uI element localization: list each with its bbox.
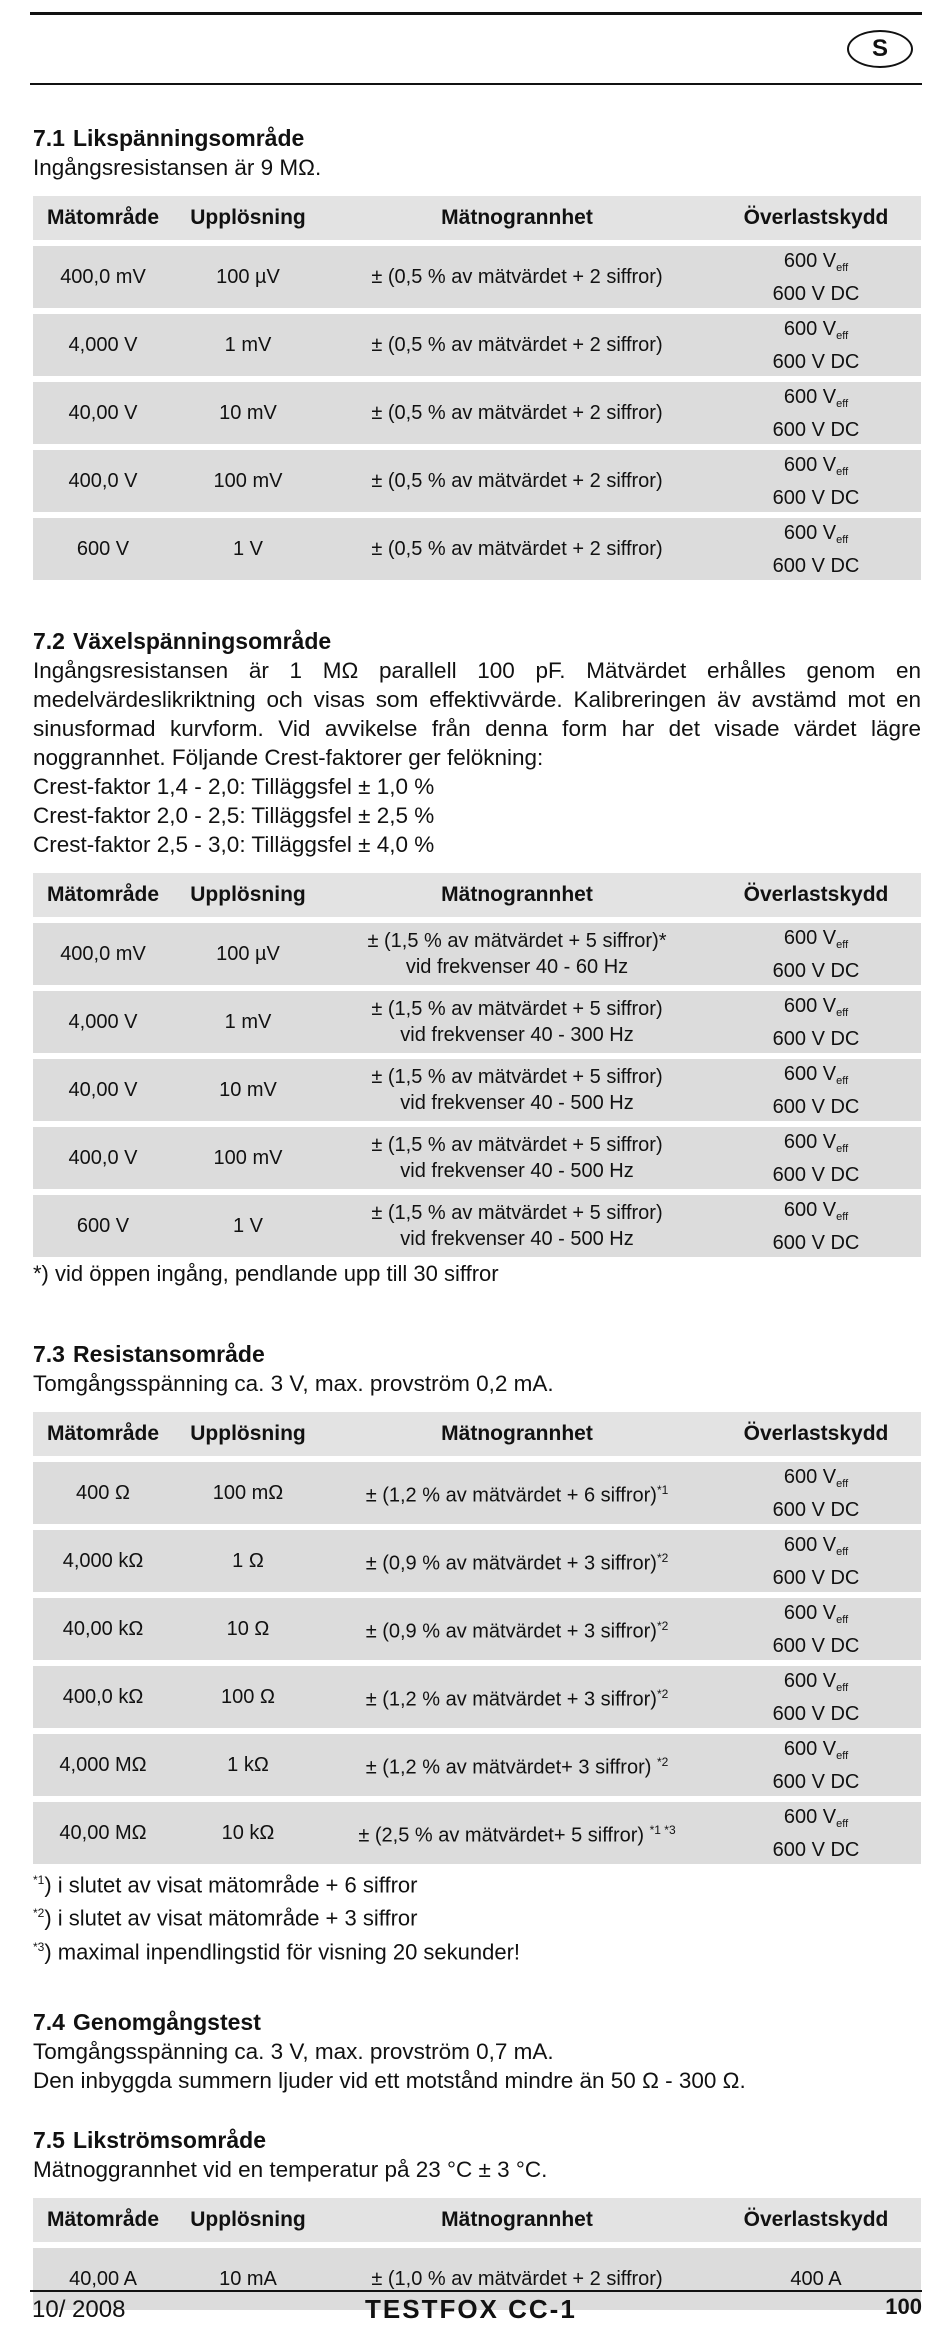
overload-dc: 600 V DC (772, 959, 860, 982)
overload-eff-sub: eff (836, 1210, 849, 1223)
table-row (33, 246, 921, 308)
col-overload: Överlastskydd (711, 2198, 921, 2242)
table-row (33, 450, 921, 512)
overload-eff (711, 1129, 921, 1162)
cell-overload (711, 1802, 921, 1864)
footnote-mark: *3 (33, 1939, 45, 1954)
cell-accuracy (323, 1530, 711, 1592)
overload-eff-value: 600 V (783, 1805, 837, 1828)
overload-eff-sub: eff (836, 329, 849, 342)
cell-range: 4,000 V (33, 991, 173, 1053)
cell-accuracy (323, 1802, 711, 1864)
section-7-1 (33, 124, 921, 586)
accuracy-text: ± (1,2 % av mätvärdet + 6 siffror) (365, 1484, 657, 1507)
accuracy-frequency: vid frekvenser 40 - 500 Hz (400, 1228, 634, 1250)
resistance-table (33, 1406, 921, 1870)
cell-overload (711, 1059, 921, 1121)
section-heading: Likspänningsområde (72, 125, 305, 151)
overload-eff-value: 600 V (783, 249, 837, 272)
cell-accuracy (323, 1059, 711, 1121)
overload-dc: 600 V DC (772, 486, 860, 509)
section-text: Ingångsresistansen är 1 MΩ parallell 100 pF. Mätvärdet erhålles genom en medelvärdeslikriktning och visas som effektivvärde. Kalibreringen äv avstämd mot en sinusformad kurvform. Vid avvikelse från denna form har det visade värdet lägre noggrannhet. Följande Crest-faktorer ger felökning: (33, 658, 921, 770)
section-text: Den inbyggda summern ljuder vid ett motstånd mindre än 50 Ω - 300 Ω. (33, 2068, 746, 2093)
cell-resolution: 100 µV (173, 246, 323, 308)
overload-eff-sub: eff (836, 533, 849, 546)
overload-eff-sub: eff (836, 1074, 849, 1087)
accuracy-footnote-ref: *2 (656, 1619, 669, 1634)
top-rule (30, 12, 922, 15)
overload-dc: 600 V DC (772, 418, 860, 441)
overload-dc: 600 V DC (772, 1566, 860, 1589)
footnote-text: ) maximal inpendlingstid för visning 20 sekunder! (44, 1938, 521, 1964)
accuracy-line: ± (1,5 % av mätvärdet + 5 siffror) (371, 1134, 663, 1156)
accuracy-footnote-ref: *1 *3 (649, 1823, 676, 1838)
cell-resolution: 1 V (173, 518, 323, 580)
section-text: Tomgångsspänning ca. 3 V, max. provström 0,7 mA. (33, 2039, 554, 2064)
section-7-5 (33, 2126, 921, 2316)
overload-dc: 600 V DC (772, 350, 860, 373)
overload-dc: 600 V DC (772, 1095, 860, 1118)
overload-eff-sub: eff (836, 1142, 849, 1155)
cell-resolution: 1 Ω (173, 1530, 323, 1592)
cell-overload (711, 518, 921, 580)
cell-range: 400,0 V (33, 450, 173, 512)
cell-accuracy (323, 518, 711, 580)
section-number: 7.4 (33, 2009, 65, 2035)
section-text: Tomgångsspänning ca. 3 V, max. provström 0,2 mA. (33, 1371, 554, 1396)
accuracy-line: ± (1,5 % av mätvärdet + 5 siffror)* (367, 930, 667, 952)
overload-eff (711, 248, 921, 281)
overload-eff (711, 1532, 921, 1565)
overload-eff-sub: eff (836, 465, 849, 478)
overload-eff-sub: eff (836, 1817, 849, 1830)
cell-overload (711, 1462, 921, 1524)
section-text: Mätnoggrannhet vid en temperatur på 23 °C ± 3 °C. (33, 2157, 548, 2182)
overload-eff-value: 600 V (783, 1198, 837, 1221)
overload-eff (711, 1600, 921, 1633)
overload-eff-value: 600 V (783, 1669, 837, 1692)
overload-eff-sub: eff (836, 1681, 849, 1694)
header-rule (30, 83, 922, 85)
accuracy-text: ± (0,9 % av mätvärdet + 3 siffror) (365, 1620, 657, 1643)
footnote (33, 1933, 921, 1966)
footnote-text: ) i slutet av visat mätområde + 6 siffror (44, 1872, 418, 1898)
overload-eff (711, 1197, 921, 1230)
cell-accuracy (323, 1127, 711, 1189)
overload-eff-value: 600 V (783, 385, 837, 408)
overload-eff-sub: eff (836, 261, 849, 274)
accuracy-frequency: vid frekvenser 40 - 500 Hz (400, 1160, 634, 1182)
cell-resolution: 1 kΩ (173, 1734, 323, 1796)
cell-accuracy (323, 1598, 711, 1660)
accuracy-text: ± (2,5 % av mätvärdet+ 5 siffror) (358, 1824, 650, 1847)
table-header-row (33, 2198, 921, 2242)
footnote-text: ) i slutet av visat mätområde + 3 siffror (44, 1905, 418, 1931)
col-overload: Överlastskydd (711, 196, 921, 240)
overload-eff (711, 316, 921, 349)
section-heading: Växelspänningsområde (72, 628, 332, 654)
table-row (33, 1059, 921, 1121)
cell-range: 400,0 V (33, 1127, 173, 1189)
table-row (33, 1127, 921, 1189)
overload-eff (711, 925, 921, 958)
accuracy-footnote-ref: *2 (656, 1551, 669, 1566)
cell-overload (711, 1195, 921, 1257)
overload-eff (711, 520, 921, 553)
section-title (33, 124, 921, 153)
language-badge: S (847, 30, 913, 68)
cell-overload (711, 1530, 921, 1592)
table-row (33, 1666, 921, 1728)
table-row (33, 1462, 921, 1524)
cell-resolution: 100 µV (173, 923, 323, 985)
cell-accuracy (323, 1666, 711, 1728)
col-resolution: Upplösning (173, 196, 323, 240)
overload-dc: 600 V DC (772, 1702, 860, 1725)
accuracy-line: ± (1,5 % av mätvärdet + 5 siffror) (371, 1202, 663, 1224)
cell-resolution: 100 mV (173, 450, 323, 512)
overload-eff (711, 1061, 921, 1094)
footnotes (33, 1866, 921, 1966)
cell-range: 40,00 kΩ (33, 1598, 173, 1660)
table-row (33, 314, 921, 376)
overload-dc: 600 V DC (772, 1163, 860, 1186)
table-row (33, 923, 921, 985)
overload-eff-value: 600 V (783, 317, 837, 340)
cell-overload (711, 991, 921, 1053)
col-range: Mätområde (33, 1412, 173, 1456)
cell-resolution: 10 Ω (173, 1598, 323, 1660)
overload-eff (711, 452, 921, 485)
section-7-2 (33, 627, 921, 1288)
cell-resolution: 10 mV (173, 382, 323, 444)
section-heading: Likströmsområde (72, 2127, 266, 2153)
table-row (33, 1530, 921, 1592)
accuracy-text: ± (0,5 % av mätvärdet + 2 siffror) (371, 470, 663, 492)
overload-eff-sub: eff (836, 397, 849, 410)
table-row (33, 1802, 921, 1864)
cell-accuracy (323, 991, 711, 1053)
cell-overload (711, 923, 921, 985)
cell-range: 400,0 mV (33, 923, 173, 985)
crest-line: Crest-faktor 1,4 - 2,0: Tilläggsfel ± 1,0 % (33, 774, 435, 799)
footnote-mark: *2 (33, 1906, 45, 1921)
cell-range: 4,000 kΩ (33, 1530, 173, 1592)
cell-resolution: 100 mΩ (173, 1462, 323, 1524)
cell-range: 4,000 V (33, 314, 173, 376)
cell-accuracy (323, 1462, 711, 1524)
accuracy-frequency: vid frekvenser 40 - 300 Hz (400, 1024, 634, 1046)
overload-eff-value: 600 V (783, 1130, 837, 1153)
cell-range: 40,00 V (33, 1059, 173, 1121)
overload-eff-value: 600 V (783, 1601, 837, 1624)
footnote (33, 1899, 921, 1932)
table-row (33, 382, 921, 444)
overload-dc: 600 V DC (772, 282, 860, 305)
cell-accuracy (323, 1195, 711, 1257)
table-row (33, 1195, 921, 1257)
ac-voltage-table (33, 867, 921, 1263)
cell-range: 400,0 mV (33, 246, 173, 308)
table-row (33, 1598, 921, 1660)
cell-range: 600 V (33, 1195, 173, 1257)
overload-dc: 600 V DC (772, 1770, 860, 1793)
overload-eff-sub: eff (836, 1749, 849, 1762)
cell-range: 400 Ω (33, 1462, 173, 1524)
cell-range: 600 V (33, 518, 173, 580)
cell-overload (711, 450, 921, 512)
col-resolution: Upplösning (173, 2198, 323, 2242)
cell-resolution: 10 mA (173, 2248, 323, 2310)
cell-resolution: 100 mV (173, 1127, 323, 1189)
footer-rule (30, 2290, 922, 2292)
col-accuracy: Mätnogrannhet (323, 873, 711, 917)
cell-accuracy (323, 246, 711, 308)
accuracy-text: ± (0,5 % av mätvärdet + 2 siffror) (371, 266, 663, 288)
overload-eff-sub: eff (836, 1006, 849, 1019)
overload-dc: 600 V DC (772, 1027, 860, 1050)
table-header-row (33, 873, 921, 917)
accuracy-text: ± (1,0 % av mätvärdet + 2 siffror) (371, 2268, 663, 2290)
cell-overload (711, 314, 921, 376)
section-title (33, 627, 921, 656)
cell-overload (711, 1734, 921, 1796)
cell-range: 4,000 MΩ (33, 1734, 173, 1796)
overload-eff (711, 1736, 921, 1769)
overload-dc: 600 V DC (772, 1231, 860, 1254)
section-title (33, 1340, 921, 1369)
overload-dc: 600 V DC (772, 554, 860, 577)
table-row (33, 991, 921, 1053)
dc-voltage-table (33, 190, 921, 586)
crest-line: Crest-faktor 2,0 - 2,5: Tilläggsfel ± 2,5 % (33, 803, 435, 828)
overload-eff-value: 600 V (783, 1465, 837, 1488)
accuracy-text: ± (0,5 % av mätvärdet + 2 siffror) (371, 334, 663, 356)
page-number: 100 (885, 2294, 922, 2319)
overload-eff (711, 1668, 921, 1701)
cell-range: 40,00 V (33, 382, 173, 444)
col-range: Mätområde (33, 873, 173, 917)
footer-product: TESTFOX CC-1 (365, 2294, 577, 2324)
col-accuracy: Mätnogrannhet (323, 1412, 711, 1456)
section-heading: Genomgångstest (72, 2009, 261, 2035)
col-accuracy: Mätnogrannhet (323, 196, 711, 240)
section-title (33, 2008, 921, 2037)
col-resolution: Upplösning (173, 1412, 323, 1456)
cell-accuracy (323, 1734, 711, 1796)
overload-dc: 600 V DC (772, 1634, 860, 1657)
col-accuracy: Mätnogrannhet (323, 2198, 711, 2242)
cell-accuracy (323, 382, 711, 444)
accuracy-frequency: vid frekvenser 40 - 500 Hz (400, 1092, 634, 1114)
overload-dc: 600 V DC (772, 1838, 860, 1861)
section-number: 7.1 (33, 125, 65, 151)
overload-eff-value: 600 V (783, 1062, 837, 1085)
accuracy-line: ± (1,5 % av mätvärdet + 5 siffror) (371, 998, 663, 1020)
overload-dc: 600 V DC (772, 1498, 860, 1521)
overload-eff-value: 600 V (783, 994, 837, 1017)
footnote-mark: *1 (33, 1873, 45, 1887)
cell-resolution: 10 kΩ (173, 1802, 323, 1864)
accuracy-text: ± (0,5 % av mätvärdet + 2 siffror) (371, 538, 663, 560)
accuracy-footnote-ref: *1 (656, 1483, 669, 1498)
cell-range: 400,0 kΩ (33, 1666, 173, 1728)
accuracy-text: ± (0,9 % av mätvärdet + 3 siffror) (365, 1552, 657, 1575)
footer-date: 10/ 2008 (32, 2296, 126, 2323)
cell-resolution: 1 V (173, 1195, 323, 1257)
section-number: 7.2 (33, 628, 65, 654)
overload-eff (711, 993, 921, 1026)
cell-range: 40,00 MΩ (33, 1802, 173, 1864)
accuracy-footnote-ref: *2 (656, 1755, 669, 1770)
table-row (33, 518, 921, 580)
accuracy-text: ± (0,5 % av mätvärdet + 2 siffror) (371, 402, 663, 424)
overload-eff-sub: eff (836, 938, 849, 951)
section-number: 7.5 (33, 2127, 65, 2153)
col-resolution: Upplösning (173, 873, 323, 917)
overload-eff-sub: eff (836, 1477, 849, 1490)
overload-eff (711, 1804, 921, 1837)
cell-accuracy (323, 923, 711, 985)
accuracy-footnote-ref: *2 (656, 1687, 669, 1702)
section-text: Ingångsresistansen är 9 MΩ. (33, 155, 322, 180)
accuracy-frequency: vid frekvenser 40 - 60 Hz (405, 956, 629, 978)
section-7-3 (33, 1340, 921, 1966)
overload-eff-value: 600 V (783, 521, 837, 544)
table-row (33, 1734, 921, 1796)
cell-overload (711, 382, 921, 444)
section-title (33, 2126, 921, 2155)
cell-overload (711, 1127, 921, 1189)
cell-overload (711, 1666, 921, 1728)
overload-eff (711, 384, 921, 417)
footnote (33, 1866, 921, 1899)
table-header-row (33, 196, 921, 240)
overload-eff-sub: eff (836, 1545, 849, 1558)
overload-eff-value: 600 V (783, 1533, 837, 1556)
section-heading: Resistansområde (72, 1341, 265, 1367)
col-range: Mätområde (33, 2198, 173, 2242)
cell-resolution: 1 mV (173, 314, 323, 376)
overload-value: 400 A (790, 2268, 842, 2290)
accuracy-line: ± (1,5 % av mätvärdet + 5 siffror) (371, 1066, 663, 1088)
accuracy-text: ± (1,2 % av mätvärdet + 3 siffror) (365, 1688, 657, 1711)
overload-eff-value: 600 V (783, 926, 837, 949)
col-range: Mätområde (33, 196, 173, 240)
cell-overload (711, 246, 921, 308)
cell-resolution: 100 Ω (173, 1666, 323, 1728)
section-number: 7.3 (33, 1341, 65, 1367)
col-overload: Överlastskydd (711, 1412, 921, 1456)
cell-accuracy (323, 450, 711, 512)
overload-eff-value: 600 V (783, 453, 837, 476)
cell-accuracy (323, 314, 711, 376)
cell-resolution: 1 mV (173, 991, 323, 1053)
cell-range: 40,00 A (33, 2248, 173, 2310)
overload-eff (711, 1464, 921, 1497)
table-header-row (33, 1412, 921, 1456)
cell-overload (711, 1598, 921, 1660)
overload-eff-value: 600 V (783, 1737, 837, 1760)
table-footnote: *) vid öppen ingång, pendlande upp till 30 siffror (33, 1261, 499, 1286)
section-7-4 (33, 2008, 921, 2095)
crest-line: Crest-faktor 2,5 - 3,0: Tilläggsfel ± 4,0 % (33, 832, 435, 857)
overload-eff-sub: eff (836, 1613, 849, 1626)
accuracy-text: ± (1,2 % av mätvärdet+ 3 siffror) (365, 1756, 657, 1779)
col-overload: Överlastskydd (711, 873, 921, 917)
cell-resolution: 10 mV (173, 1059, 323, 1121)
